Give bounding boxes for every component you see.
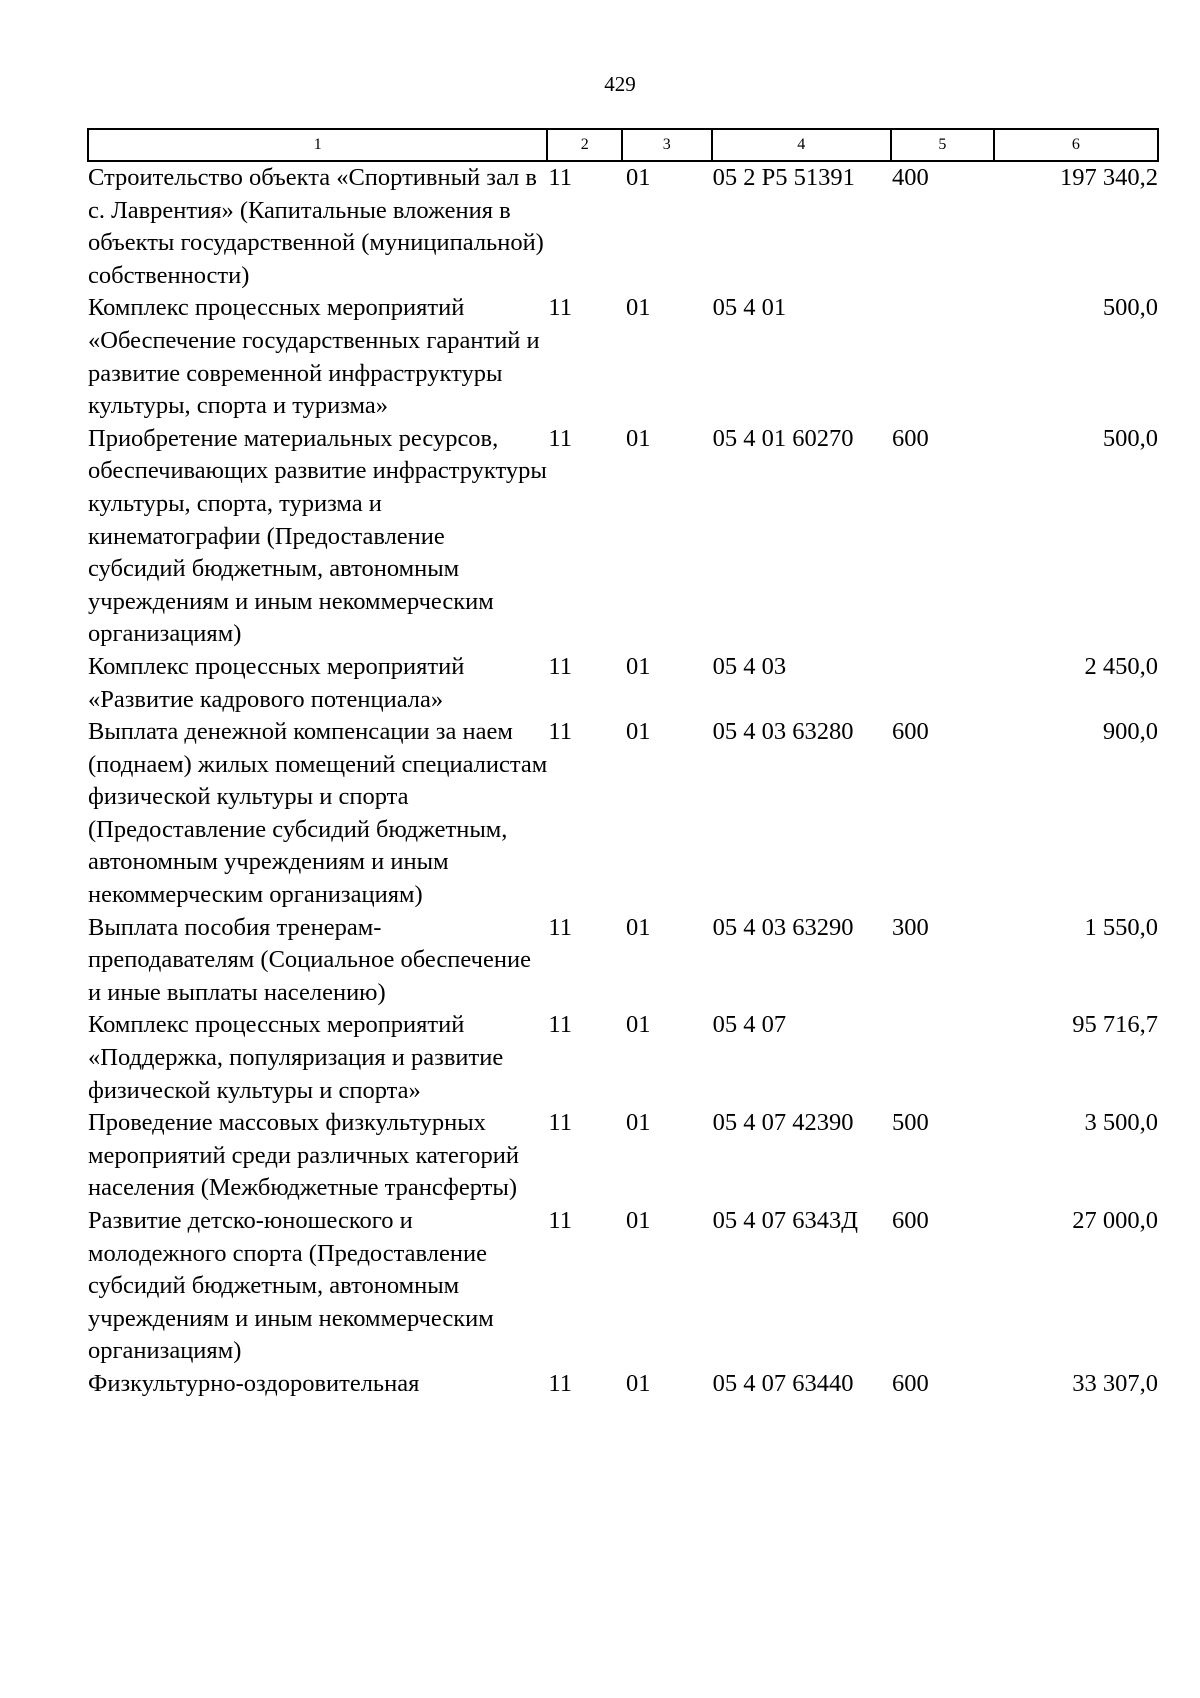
row-amount: 500,0: [1102, 424, 1158, 452]
row-amount: 197 340,2: [1060, 164, 1158, 191]
row-expense-type: 600: [891, 718, 929, 746]
row-target-article: 05 2 Р5 51391: [712, 164, 855, 191]
row-section: 11: [548, 294, 573, 322]
row-expense-type: [891, 651, 994, 716]
header-cell-6: 6: [994, 129, 1158, 161]
table-row: [88, 1205, 1158, 1368]
row-subsection: 01: [625, 652, 651, 680]
row-target-article: 05 4 07 63440: [712, 1369, 854, 1397]
row-subsection: 01: [625, 1109, 651, 1137]
row-target-article: 05 4 03 63290: [712, 913, 854, 941]
page-number: 429: [604, 72, 636, 96]
table-row: [88, 1107, 1158, 1205]
row-amount: 1 550,0: [1084, 913, 1158, 941]
row-expense-type: 500: [891, 1109, 929, 1137]
row-target-article: 05 4 07: [712, 1011, 787, 1039]
row-section: 11: [548, 652, 573, 680]
row-subsection: 01: [625, 718, 651, 746]
row-target-article: 05 4 01: [712, 294, 787, 322]
row-section: 11: [548, 1207, 573, 1234]
row-subsection: 01: [625, 424, 651, 452]
row-amount: 27 000,0: [1072, 1207, 1158, 1234]
row-target-article: 05 4 07 6343Д: [712, 1207, 858, 1234]
table-row: [88, 292, 1158, 422]
row-subsection: 01: [625, 1011, 651, 1039]
row-amount: 900,0: [1102, 718, 1158, 746]
header-cell-3: 3: [622, 129, 712, 161]
table-row: [88, 423, 1158, 651]
table-row: [88, 716, 1158, 912]
header-cell-5: 5: [891, 129, 994, 161]
row-section: 11: [548, 164, 573, 191]
row-target-article: 05 4 01 60270: [712, 424, 854, 452]
row-name: Строительство объекта «Спортивный зал в с. Лаврентия» (Капитальные вложения в объекты государственной (муниципальной) собственности): [88, 164, 544, 289]
row-subsection: 01: [625, 1207, 651, 1234]
row-expense-type: [891, 292, 994, 422]
row-subsection: 01: [625, 164, 651, 191]
row-expense-type: 300: [891, 913, 929, 941]
row-section: 11: [548, 1011, 573, 1039]
row-amount: 500,0: [1102, 294, 1158, 322]
row-amount: 95 716,7: [1072, 1011, 1158, 1039]
row-expense-type: 600: [891, 424, 929, 452]
budget-table: [87, 128, 1159, 1401]
table-row: [88, 1368, 1158, 1401]
row-target-article: 05 4 03 63280: [712, 718, 854, 746]
row-subsection: 01: [625, 294, 651, 322]
row-expense-type: [891, 1009, 994, 1107]
row-subsection: 01: [625, 1369, 651, 1397]
row-name: Комплекс процессных мероприятий «Поддержка, популяризация и развитие физической культуры и спорта»: [88, 1011, 504, 1104]
row-section: 11: [548, 1369, 573, 1397]
header-cell-2: 2: [547, 129, 622, 161]
row-section: 11: [548, 1109, 573, 1137]
row-section: 11: [548, 913, 573, 941]
row-target-article: 05 4 03: [712, 652, 787, 680]
row-amount: 3 500,0: [1084, 1109, 1158, 1137]
row-name: Комплекс процессных мероприятий «Развитие кадрового потенциала»: [88, 652, 465, 713]
row-expense-type: 600: [891, 1369, 929, 1397]
table-header: [88, 129, 1158, 161]
row-amount: 33 307,0: [1072, 1369, 1158, 1397]
header-row: [88, 129, 1158, 161]
row-expense-type: 600: [891, 1207, 929, 1234]
row-target-article: 05 4 07 42390: [712, 1109, 854, 1137]
row-name: Выплата пособия тренерам-преподавателям (Социальное обеспечение и иные выплаты населению): [88, 913, 531, 1006]
row-name: Физкультурно-оздоровительная: [88, 1369, 420, 1397]
table-row: [88, 161, 1158, 292]
row-amount: 2 450,0: [1084, 652, 1158, 680]
header-cell-1: 1: [88, 129, 547, 161]
header-cell-4: 4: [712, 129, 891, 161]
row-name: Выплата денежной компенсации за наем (поднаем) жилых помещений специалистам физической культуры и спорта (Предоставление субсидий бюджетным, автономным учреждениям и иным некоммерческим организациям): [88, 718, 548, 909]
row-subsection: 01: [625, 913, 651, 941]
table-row: [88, 651, 1158, 716]
row-name: Комплекс процессных мероприятий «Обеспечение государственных гарантий и развитие современной инфраструктуры культуры, спорта и туризма»: [88, 294, 540, 420]
row-name: Развитие детско-юношеского и молодежного спорта (Предоставление субсидий бюджетным, автономным учреждениям и иным некоммерческим организациям): [88, 1207, 494, 1365]
table-row: [88, 912, 1158, 1010]
table-body: [88, 161, 1158, 1401]
row-name: Приобретение материальных ресурсов, обеспечивающих развитие инфраструктуры культуры, спорта, туризма и кинематографии (Предоставление субсидий бюджетным, автономным учреждениям и иным некоммерческим организациям): [88, 424, 547, 648]
row-section: 11: [548, 424, 573, 452]
row-section: 11: [548, 718, 573, 746]
table-row: [88, 1009, 1158, 1107]
row-expense-type: 400: [891, 164, 929, 191]
row-name: Проведение массовых физкультурных мероприятий среди различных категорий населения (Межбюджетные трансферты): [88, 1109, 519, 1202]
